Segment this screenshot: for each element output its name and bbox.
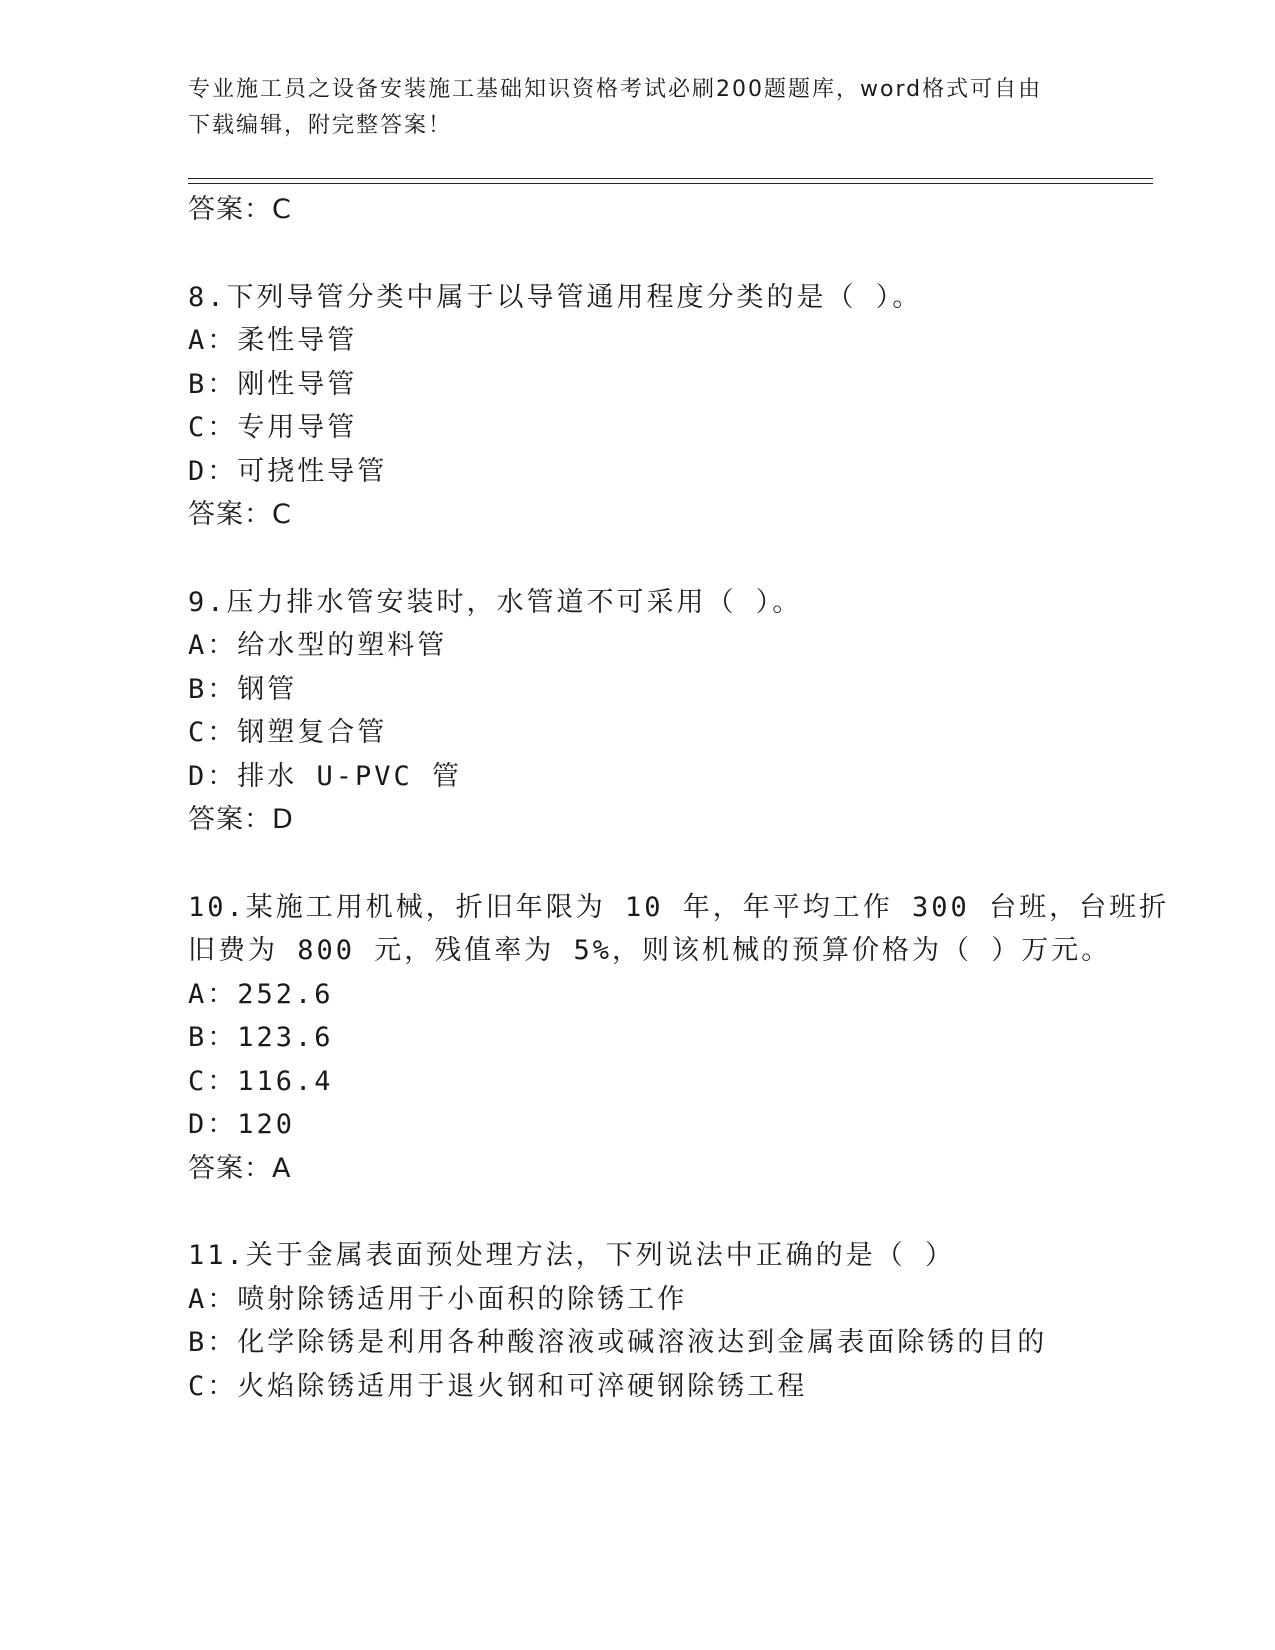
question-9-answer: 答案：D [188, 804, 294, 835]
question-8-stem: 8.下列导管分类中属于以导管通用程度分类的是（ ）。 [188, 282, 923, 313]
document-header [188, 72, 1088, 144]
header-divider-top [188, 178, 1153, 179]
question-11-stem: 11.关于金属表面预处理方法，下列说法中正确的是（ ） [188, 1240, 956, 1271]
question-11-option-b: B：化学除锈是利用各种酸溶液或碱溶液达到金属表面除锈的目的 [188, 1327, 1048, 1358]
previous-answer: 答案：C [188, 194, 292, 225]
question-11-option-c: C：火焰除锈适用于退火钢和可淬硬钢除锈工程 [188, 1371, 808, 1402]
question-10-stem-line-2: 旧费为 800 元，残值率为 5%，则该机械的预算价格为（ ）万元。 [188, 935, 1112, 966]
question-10-answer: 答案：A [188, 1153, 292, 1184]
question-9-option-b: B：钢管 [188, 674, 298, 705]
header-line-2: 下载编辑，附完整答案！ [188, 113, 453, 138]
question-10-option-a: A：252.6 [188, 979, 334, 1010]
question-8-answer: 答案：C [188, 499, 292, 530]
question-9-option-c: C：钢塑复合管 [188, 717, 388, 748]
question-10-option-c: C：116.4 [188, 1066, 334, 1097]
header-line-1: 专业施工员之设备安装施工基础知识资格考试必刷200题题库，word格式可自由 [188, 77, 1043, 102]
question-8-option-a: A：柔性导管 [188, 325, 358, 356]
question-10-stem-line-1: 10.某施工用机械，折旧年限为 10 年，年平均工作 300 台班，台班折 [188, 892, 1170, 923]
question-11-option-a: A：喷射除锈适用于小面积的除锈工作 [188, 1284, 688, 1315]
question-9-option-d: D：排水 U-PVC 管 [188, 761, 463, 792]
question-8-option-d: D：可挠性导管 [188, 456, 388, 487]
header-divider-bottom [188, 183, 1153, 184]
question-8-option-b: B：刚性导管 [188, 369, 358, 400]
question-9-option-a: A：给水型的塑料管 [188, 630, 448, 661]
question-8-option-c: C：专用导管 [188, 412, 358, 443]
question-10-option-b: B：123.6 [188, 1022, 334, 1053]
question-10-option-d: D：120 [188, 1109, 296, 1140]
question-9-stem: 9.压力排水管安装时，水管道不可采用（ ）。 [188, 587, 803, 618]
